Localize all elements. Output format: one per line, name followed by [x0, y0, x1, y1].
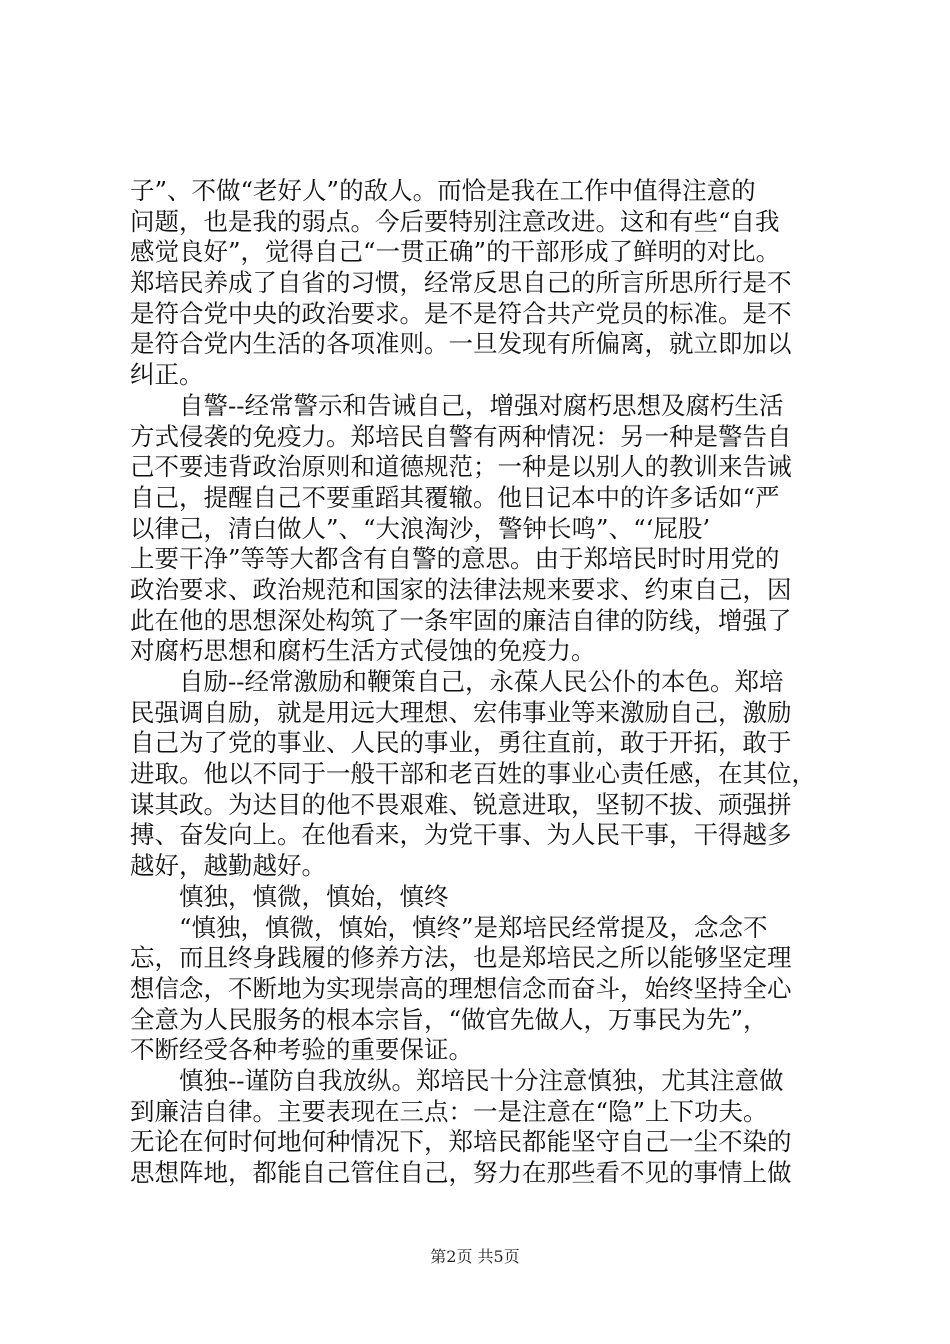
text-line: 以律己，清白做人”、“大浪淘沙，警钟长鸣”、“‘屁股’ — [130, 513, 711, 543]
text-line: 想信念，不断地为实现崇高的理想信念而奋斗，始终坚持全心 — [130, 973, 792, 1003]
text-line: 谋其政。为达目的他不畏艰难、锐意进取，坚韧不拔、顽强拼 — [130, 789, 792, 819]
text-line: 此在他的思想深处构筑了一条牢固的廉洁自律的防线，增强了 — [130, 605, 792, 635]
text-line: 问题，也是我的弱点。今后要特别注意改进。这和有些“自我 — [130, 206, 780, 236]
text-line: 进取。他以不同于一般干部和老百姓的事业心责任感，在其位， — [130, 759, 816, 789]
text-line: 搏、奋发向上。在他看来，为党干事、为人民干事，干得越多 — [130, 820, 792, 850]
text-line: 慎独--谨防自我放纵。郑培民十分注意慎独，尤其注意做 — [130, 1065, 784, 1095]
text-line: 政治要求、政治规范和国家的法律法规来要求、约束自己，因 — [130, 574, 792, 604]
text-line: 慎独，慎微，慎始，慎终 — [130, 881, 449, 911]
text-line: 全意为人民服务的根本宗旨，“做官先做人，万事民为先”， — [130, 1004, 768, 1034]
text-line: 思想阵地，都能自己管住自己，努力在那些看不见的事情上做 — [130, 1158, 792, 1187]
text-line: 是符合党中央的政治要求。是不是符合共产党员的标准。是不 — [130, 298, 792, 328]
text-line: 郑培民养成了自省的习惯，经常反思自己的所言所思所行是不 — [130, 268, 792, 298]
text-line: 感觉良好”，觉得自己“一贯正确”的干部形成了鲜明的对比。 — [130, 237, 781, 267]
text-line: 自励--经常激励和鞭策自己，永葆人民公仆的本色。郑培 — [130, 667, 784, 696]
text-line: 是符合党内生活的各项准则。一旦发现有所偏离，就立即加以 — [130, 329, 792, 359]
text-line: 自己，提醒自己不要重蹈其覆辙。他日记本中的许多话如“严 — [130, 482, 780, 512]
text-line: 己不要违背政治原则和道德规范；一种是以别人的教训来告诫 — [130, 452, 792, 482]
text-line: 纠正。 — [130, 360, 204, 390]
text-line: 子”、不做“老好人”的敌人。而恰是我在工作中值得注意的 — [130, 176, 756, 205]
text-line: 自己为了党的事业、人民的事业，勇往直前，敢于开拓，敢于 — [130, 728, 792, 758]
text-line: 上要干净”等等大都含有自警的意思。由于郑培民时时用党的 — [130, 544, 780, 574]
text-line: 不断经受各种考验的重要保证。 — [130, 1035, 473, 1065]
text-line: 民强调自励，就是用远大理想、宏伟事业等来激励自己，激励 — [130, 697, 792, 727]
text-line: “慎独，慎微，慎始，慎终”是郑培民经常提及，念念不 — [130, 912, 768, 942]
text-line: 忘，而且终身践履的修养方法，也是郑培民之所以能够坚定理 — [130, 943, 792, 973]
text-line: 自警--经常警示和告诫自己，增强对腐朽思想及腐朽生活 — [130, 390, 784, 420]
text-line: 越好，越勤越好。 — [130, 851, 326, 881]
text-line: 无论在何时何地何种情况下，郑培民都能坚守自己一尘不染的 — [130, 1127, 792, 1157]
text-line: 方式侵袭的免疫力。郑培民自警有两种情况：另一种是警告自 — [130, 421, 792, 451]
page-footer: 第2页 共5页 — [430, 1247, 520, 1266]
text-line: 到廉洁自律。主要表现在三点：一是注意在“隐”上下功夫。 — [130, 1096, 768, 1126]
text-line: 对腐朽思想和腐朽生活方式侵蚀的免疫力。 — [130, 636, 596, 666]
body-text — [130, 176, 840, 1189]
